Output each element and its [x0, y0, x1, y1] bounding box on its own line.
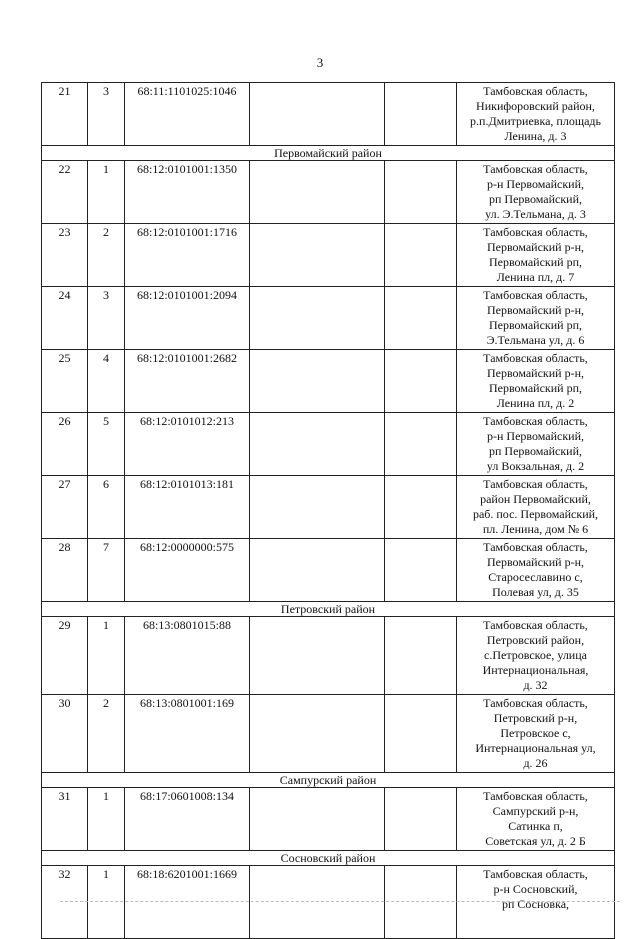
address-line: Тамбовская область,	[483, 288, 588, 302]
district-header-row	[42, 773, 615, 788]
address-line: Петровский р-н,	[493, 711, 578, 725]
empty-cell	[250, 287, 385, 350]
address-line: Тамбовская область,	[483, 225, 588, 239]
address-line: район Первомайский,	[480, 492, 591, 506]
address-line: рп Первомайский,	[488, 192, 583, 206]
row-number: 28	[42, 539, 88, 602]
row-number: 29	[42, 617, 88, 695]
address-line: Ленина пл, д. 7	[496, 270, 575, 284]
page-number: 3	[316, 55, 324, 70]
table-row	[42, 161, 615, 224]
address-line: Первомайский р-н,	[486, 366, 585, 380]
table-row	[42, 617, 615, 695]
empty-cell	[385, 413, 457, 476]
address-line: рп Сосновка,	[501, 897, 570, 911]
row-number: 21	[42, 83, 88, 146]
row-number: 31	[42, 788, 88, 851]
address-line: Тамбовская область,	[483, 162, 588, 176]
address-cell	[457, 788, 615, 851]
address-line: Старосеславино с,	[488, 570, 583, 584]
address-line: Тамбовская область,	[483, 540, 588, 554]
address-line: Петровский район,	[486, 633, 585, 647]
address-line: р-н Первомайский,	[486, 177, 585, 191]
address-line: раб. пос. Первомайский,	[472, 507, 599, 521]
address-line: Никифоровский район,	[476, 99, 595, 113]
address-line: Тамбовская область,	[483, 84, 588, 98]
address-cell	[457, 161, 615, 224]
table-row	[42, 476, 615, 539]
address-line: Первомайский рп,	[488, 318, 583, 332]
address-line: Тамбовская область,	[483, 618, 588, 632]
empty-cell	[250, 83, 385, 146]
property-registry-table	[41, 82, 615, 939]
empty-cell	[250, 224, 385, 287]
address-line: ул. Э.Тельмана, д. 3	[485, 207, 586, 221]
address-line: с.Петровское, улица	[484, 648, 587, 662]
address-line: пл. Ленина, дом № 6	[482, 522, 589, 536]
empty-cell	[385, 695, 457, 773]
empty-cell	[250, 617, 385, 695]
table-row	[42, 287, 615, 350]
address-line: Ленина пл, д. 2	[496, 396, 575, 410]
empty-cell	[385, 539, 457, 602]
row-subnumber: 1	[88, 617, 125, 695]
address-line: ул Вокзальная, д. 2	[486, 459, 585, 473]
address-line: Интернациональная ул,	[475, 741, 596, 755]
address-cell	[457, 83, 615, 146]
address-cell	[457, 350, 615, 413]
district-name: Первомайский район	[42, 146, 615, 161]
table-row	[42, 413, 615, 476]
address-line: Первомайский р-н,	[486, 303, 585, 317]
address-line: Первомайский р-н,	[486, 240, 585, 254]
table-row	[42, 539, 615, 602]
address-line: Э.Тельмана ул, д. 6	[486, 333, 585, 347]
table-row	[42, 224, 615, 287]
empty-cell	[385, 287, 457, 350]
address-cell	[457, 413, 615, 476]
address-line: Советская ул, д. 2 Б	[485, 834, 586, 848]
row-subnumber: 1	[88, 866, 125, 939]
district-name: Сампурский район	[42, 773, 615, 788]
row-number: 27	[42, 476, 88, 539]
address-cell	[457, 287, 615, 350]
address-line: Тамбовская область,	[483, 477, 588, 491]
table-row	[42, 350, 615, 413]
address-cell	[457, 866, 615, 939]
empty-cell	[250, 476, 385, 539]
table-row	[42, 83, 615, 146]
address-cell	[457, 695, 615, 773]
empty-cell	[250, 413, 385, 476]
empty-cell	[250, 539, 385, 602]
cadastral-number: 68:12:0101001:2094	[125, 287, 250, 350]
empty-cell	[385, 161, 457, 224]
cadastral-number: 68:12:0101012:213	[125, 413, 250, 476]
row-number: 24	[42, 287, 88, 350]
table-row	[42, 695, 615, 773]
row-number: 32	[42, 866, 88, 939]
empty-cell	[385, 476, 457, 539]
address-line: Петровское с,	[500, 726, 571, 740]
address-line: Первомайский рп,	[488, 255, 583, 269]
row-subnumber: 5	[88, 413, 125, 476]
table-row	[42, 866, 615, 939]
page-bottom-edge	[60, 899, 620, 902]
district-header-row	[42, 146, 615, 161]
cadastral-number: 68:18:6201001:1669	[125, 866, 250, 939]
address-line: Полевая ул, д. 35	[492, 585, 579, 599]
row-number: 26	[42, 413, 88, 476]
row-subnumber: 3	[88, 287, 125, 350]
cadastral-number: 68:12:0000000:575	[125, 539, 250, 602]
address-line: Тамбовская область,	[483, 867, 588, 881]
address-line: д. 26	[523, 756, 548, 770]
cadastral-number: 68:12:0101001:2682	[125, 350, 250, 413]
empty-cell	[250, 788, 385, 851]
district-header-row	[42, 851, 615, 866]
row-number: 25	[42, 350, 88, 413]
row-subnumber: 1	[88, 788, 125, 851]
address-line: Ленина, д. 3	[504, 129, 567, 143]
cadastral-number: 68:13:0801001:169	[125, 695, 250, 773]
empty-cell	[250, 866, 385, 939]
registry-body	[42, 83, 615, 939]
cadastral-number: 68:11:1101025:1046	[125, 83, 250, 146]
address-line: Тамбовская область,	[483, 414, 588, 428]
empty-cell	[250, 350, 385, 413]
cadastral-number: 68:13:0801015:88	[125, 617, 250, 695]
empty-cell	[250, 161, 385, 224]
address-cell	[457, 617, 615, 695]
cadastral-number: 68:17:0601008:134	[125, 788, 250, 851]
district-name: Петровский район	[42, 602, 615, 617]
address-cell	[457, 539, 615, 602]
row-subnumber: 7	[88, 539, 125, 602]
address-line: Тамбовская область,	[483, 351, 588, 365]
row-subnumber: 6	[88, 476, 125, 539]
address-cell	[457, 224, 615, 287]
empty-cell	[250, 695, 385, 773]
empty-cell	[385, 83, 457, 146]
row-subnumber: 1	[88, 161, 125, 224]
address-line: Первомайский рп,	[488, 381, 583, 395]
address-line: Сампурский р-н,	[492, 804, 579, 818]
district-header-row	[42, 602, 615, 617]
row-number: 22	[42, 161, 88, 224]
row-number: 23	[42, 224, 88, 287]
address-line: д. 32	[523, 678, 548, 692]
address-line: р.п.Дмитриевка, площадь	[470, 114, 601, 128]
row-subnumber: 3	[88, 83, 125, 146]
row-subnumber: 2	[88, 224, 125, 287]
cadastral-number: 68:12:0101013:181	[125, 476, 250, 539]
address-cell	[457, 476, 615, 539]
cadastral-number: 68:12:0101001:1350	[125, 161, 250, 224]
address-line: Интернациональная,	[482, 663, 589, 677]
address-line: рп Первомайский,	[488, 444, 583, 458]
address-line: Тамбовская область,	[483, 789, 588, 803]
table-row	[42, 788, 615, 851]
empty-cell	[385, 788, 457, 851]
address-line: р-н Сосновский,	[493, 882, 578, 896]
row-subnumber: 2	[88, 695, 125, 773]
address-line: Тамбовская область,	[483, 696, 588, 710]
empty-cell	[385, 350, 457, 413]
empty-cell	[385, 224, 457, 287]
district-name: Сосновский район	[42, 851, 615, 866]
empty-cell	[385, 617, 457, 695]
address-line: Первомайский р-н,	[486, 555, 585, 569]
cadastral-number: 68:12:0101001:1716	[125, 224, 250, 287]
empty-cell	[385, 866, 457, 939]
row-subnumber: 4	[88, 350, 125, 413]
address-line: Сатинка п,	[508, 819, 563, 833]
row-number: 30	[42, 695, 88, 773]
address-line: р-н Первомайский,	[486, 429, 585, 443]
